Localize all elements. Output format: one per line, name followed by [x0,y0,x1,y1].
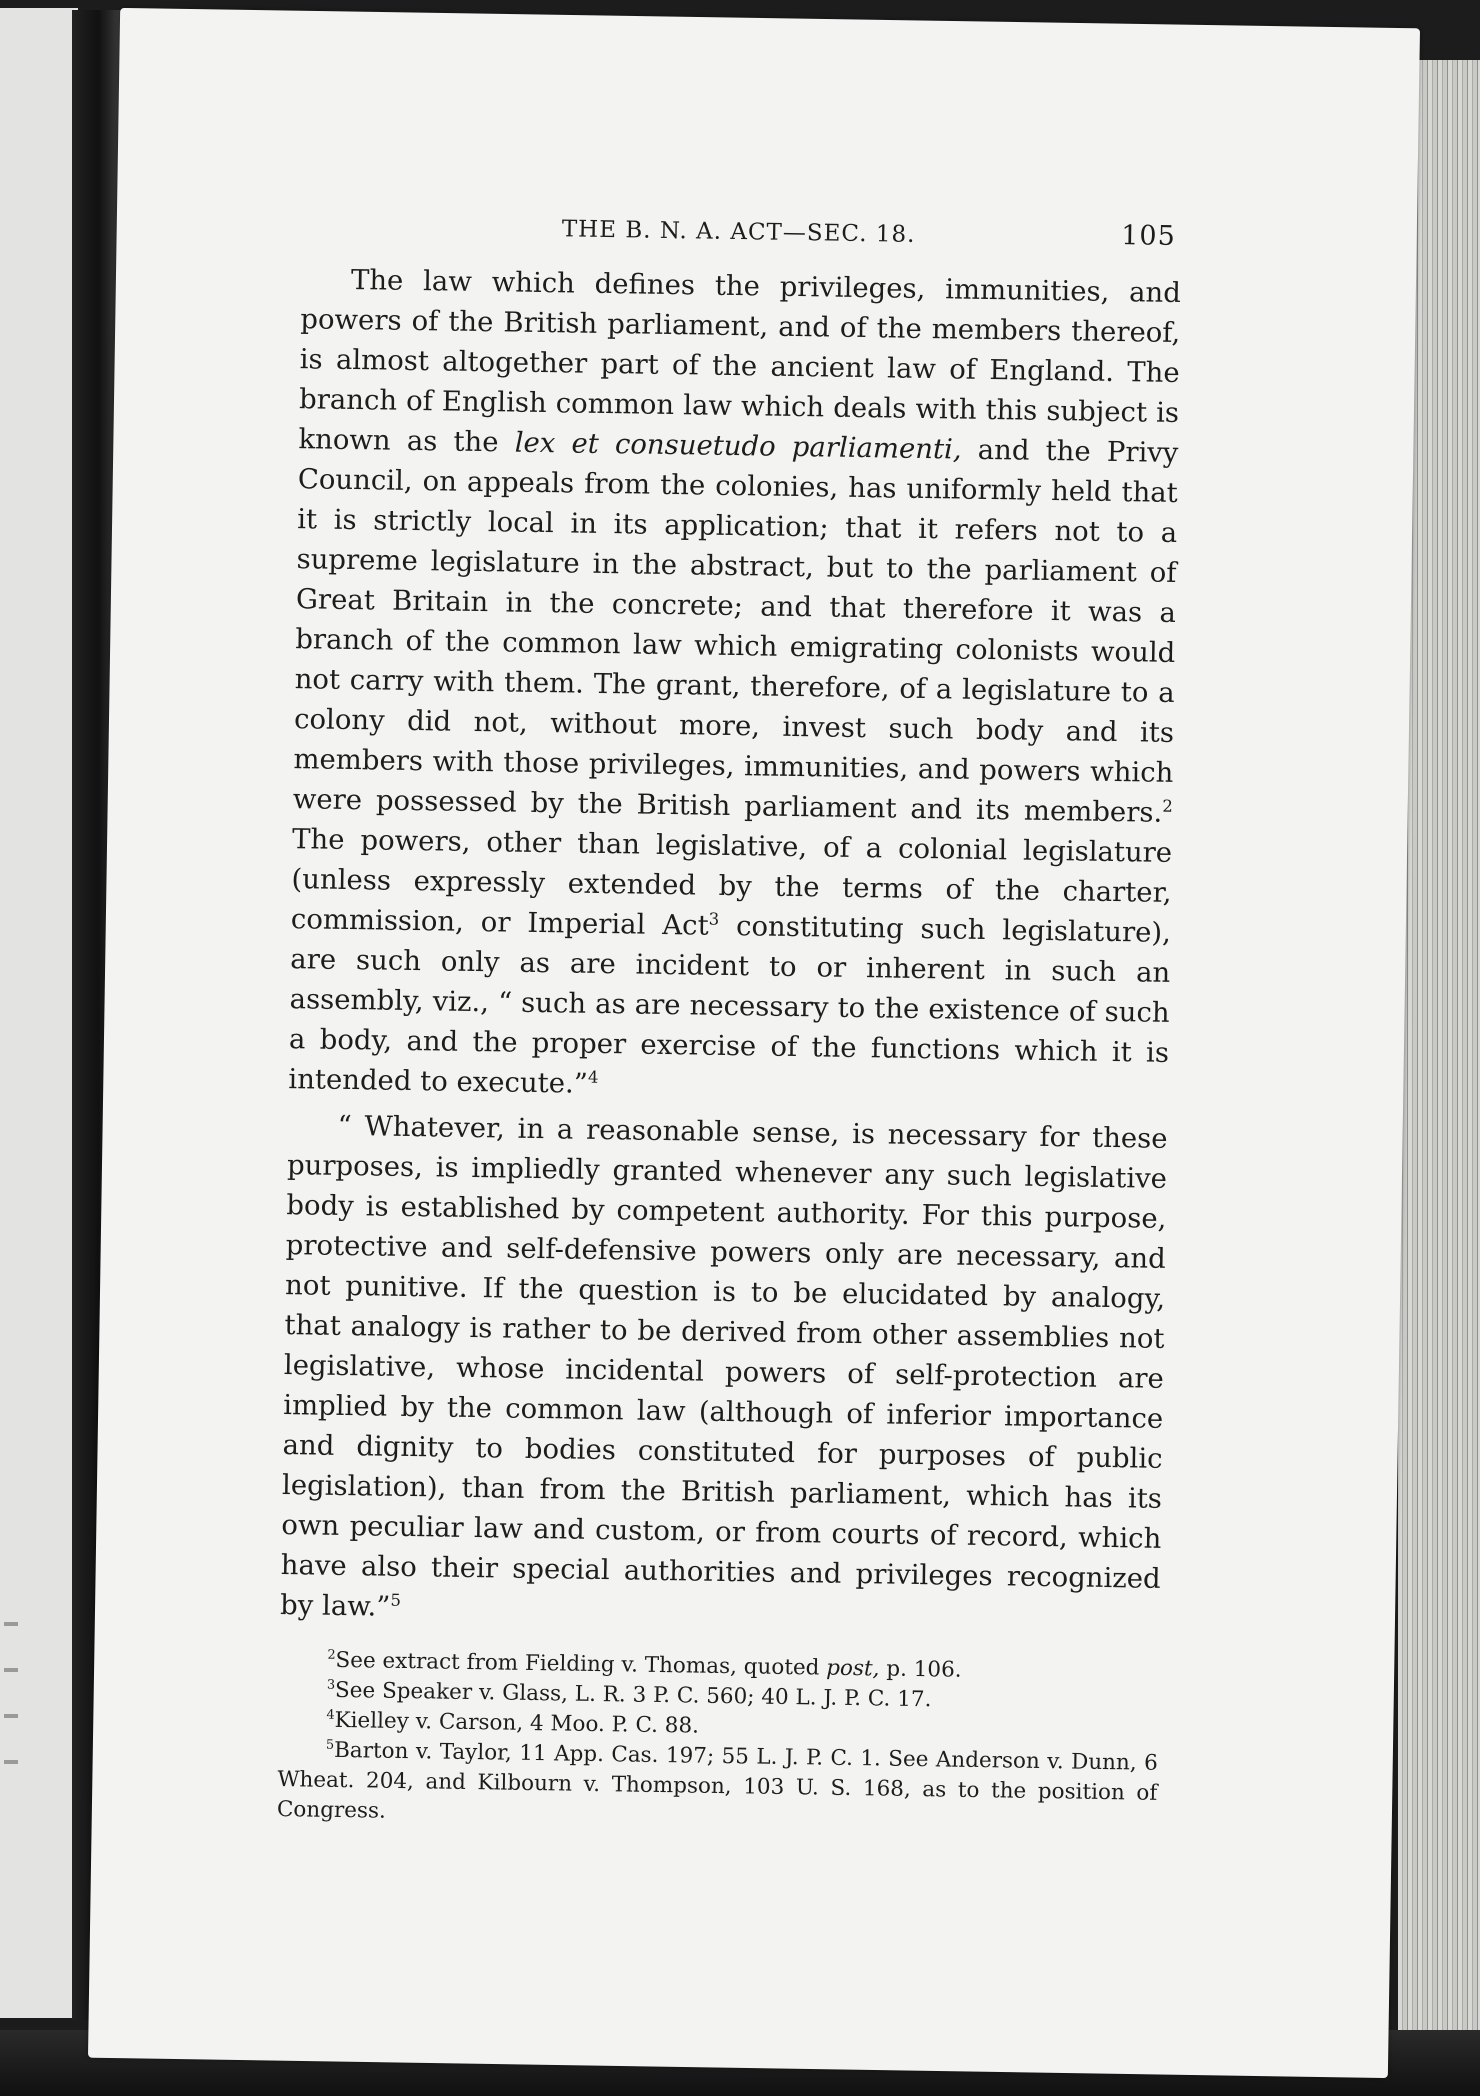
footnote-text: Kielley v. Carson, 4 Moo. P. C. 88. [334,1707,700,1739]
footnote-text: See Speaker v. Glass, L. R. 3 P. C. 560; 40 L. J. P. C. 17. [334,1677,932,1713]
running-head-title: THE B. N. A. ACT—SEC. 18. [561,216,916,248]
footnote-italic: post, [826,1655,880,1682]
paragraph-privileges [288,259,1181,1113]
paragraph-text: The powers, other than legislative, of a colonial legislature (unless expressly extended by the terms of the charter, commission, or Imperial Act [290,823,1173,942]
footnote-number: 4 [326,1707,335,1723]
paragraph-text: The law which defines the privileges, immunities, and powers of the British parliament, and of the members thereof, is almost altogether part of the ancient law of England. The branch of English common law which deals with this subject is known as the [298,263,1182,459]
page-number: 105 [1120,220,1177,252]
latin-phrase: lex et consuetudo parliamenti, [514,426,962,466]
footnote-number: 5 [325,1737,335,1753]
footnote-text: p. 106. [879,1656,962,1683]
footnote-number: 2 [327,1647,336,1663]
paragraph-text: “ Whatever, in a reasonable sense, is necessary for these purposes, is impliedly granted whenever any such legislative body is established by competent authority. For this purpose, protective and self-defensive powers only are necessary, and not punitive. If the question is to be elucidated by analogy, that analogy is rather to be derived from other assemblies not legislative, whose incidental powers of self-protection are implied by the common law (although of inferior importance and dignity to bodies constituted for purposes of public legislation), than from the British parliament, which has its own peculiar law and custom, or from courts of record, which have also their special authorities and privileges recognized by law.” [279,1109,1168,1623]
footnote-text: See extract from Fielding v. Thomas, quoted [335,1647,827,1681]
paragraph-text: constituting such legislature), are such only as are incident to or inherent in such an assembly, viz., “ such as are necessary to the existence of such a body, and the proper exercise of the functions which it is intended to execute.” [288,909,1172,1100]
footnote-ref: 3 [708,909,720,929]
left-page-bleed-marks [4,1600,18,1790]
footnote-ref: 5 [390,1590,402,1610]
footnote [277,1735,1158,1839]
page-text [277,203,1182,1839]
footnotes [277,1645,1160,1839]
paragraph-quotation [280,1105,1168,1639]
footnote-ref: 2 [1162,796,1173,816]
footnote-text: Barton v. Taylor, 11 App. Cas. 197; 55 L. J. P. C. 1. See Anderson v. Dunn, 6 Wheat. 204, and Kilbourn v. Thompson, 103 U. S. 168, as to the position of Congress. [276,1737,1158,1824]
paragraph-text: and the Privy Council, on appeals from the colonies, has uniformly held that it is strictly local in its application; that it refers not to a supreme legislature in the abstract, but to the parliament of Great Britain in the concrete; and that therefore it was a branch of the common law which emigrating colonists would not carry with them. The grant, therefore, of a legislature to a colony did not, without more, invest such body and its members with those privileges, immunities, and powers which were possessed by the British parliament and its members. [292,433,1179,829]
footnote-ref: 4 [587,1067,599,1087]
footnote-number: 3 [326,1677,336,1693]
